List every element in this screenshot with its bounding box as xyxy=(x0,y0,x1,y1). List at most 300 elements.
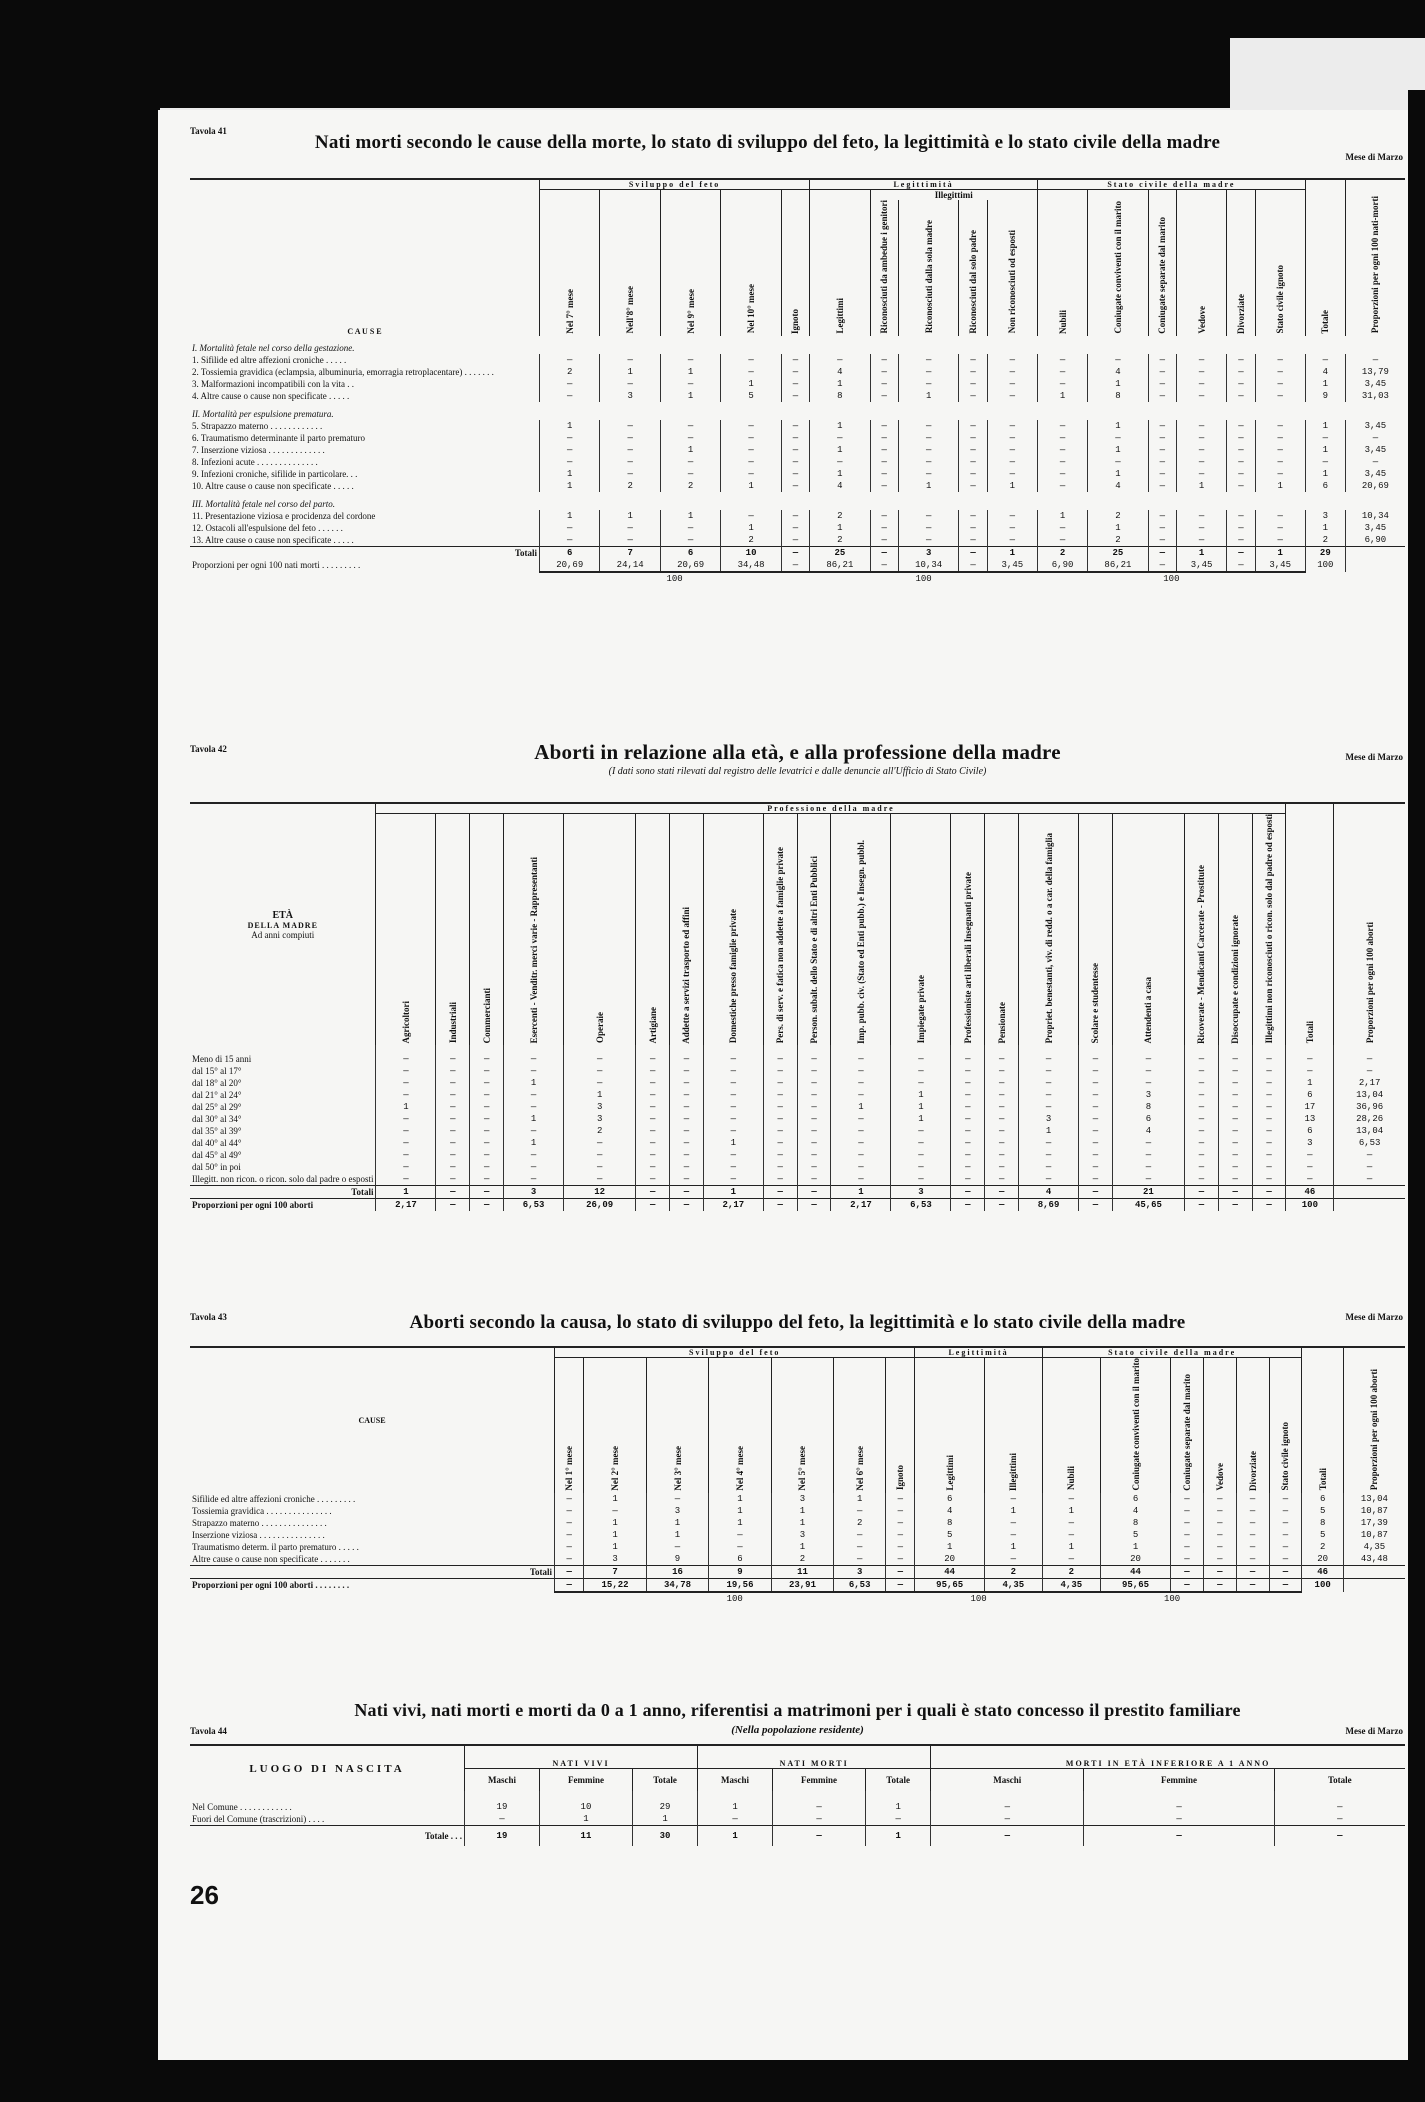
table-cell: 6 xyxy=(540,546,600,559)
col-header-label: Operaie xyxy=(594,1012,605,1044)
table-cell: 1 xyxy=(866,1826,931,1847)
table-cell: — xyxy=(636,1045,670,1065)
table-cell: — xyxy=(1218,1199,1252,1212)
table-cell: — xyxy=(1037,420,1087,432)
table-cell: — xyxy=(987,378,1037,390)
table-cell: 6 xyxy=(915,1493,985,1505)
col-header xyxy=(1218,814,1252,1046)
col-header-label: Disoccupate e condizioni ignorate xyxy=(1230,914,1241,1044)
table-cell: — xyxy=(1203,1565,1236,1578)
table-cell: — xyxy=(886,1565,915,1578)
brace-total: 100 xyxy=(540,572,810,585)
table-cell: — xyxy=(1252,1137,1286,1149)
table-cell: — xyxy=(703,1149,763,1161)
table-cell: 6 xyxy=(660,546,720,559)
table-cell: — xyxy=(1252,1186,1286,1199)
table-cell: — xyxy=(1218,1089,1252,1101)
row-label: dal 30° al 34° xyxy=(192,1114,242,1125)
table-41-title: Nati morti secondo le cause della morte, lo stato di sviluppo del feto, la legittimità e lo stato civile della madre xyxy=(314,132,1221,153)
table-cell: 19 xyxy=(465,1791,540,1813)
col-header-label: Artigiane xyxy=(647,1006,658,1044)
table-cell: — xyxy=(600,354,660,366)
table-cell: — xyxy=(1176,510,1226,522)
table-cell: — xyxy=(1148,559,1176,572)
table-cell: — xyxy=(898,366,958,378)
table-row xyxy=(190,1045,1405,1065)
table-cell: 11 xyxy=(771,1565,833,1578)
table-cell: 17 xyxy=(1286,1101,1334,1113)
table-cell: 44 xyxy=(915,1565,985,1578)
table-cell: 1 xyxy=(1088,522,1148,534)
table-cell: 1 xyxy=(771,1541,833,1553)
table-cell: 4,35 xyxy=(984,1578,1042,1592)
col-eta-header xyxy=(190,803,376,1045)
table-cell: — xyxy=(797,1045,831,1065)
table-cell: — xyxy=(781,444,809,456)
col-header-label: Proporzioni per ogni 100 nati-morti xyxy=(1370,196,1381,334)
table-cell: — xyxy=(436,1186,470,1199)
group-heading: III. Mortalità fetale nel corso del parto. xyxy=(192,498,335,509)
table-cell: — xyxy=(436,1149,470,1161)
table-cell: — xyxy=(951,1101,985,1113)
table-cell: 5 xyxy=(1302,1529,1343,1541)
table-cell: 46 xyxy=(1302,1565,1343,1578)
table-cell: — xyxy=(763,1186,797,1199)
group-nati-morti-header: NATI MORTI xyxy=(698,1745,931,1769)
table-cell: — xyxy=(1218,1045,1252,1065)
table-cell: 1 xyxy=(540,480,600,492)
row-label: Traumatismo determ. il parto prematuro . . . . . xyxy=(192,1541,359,1552)
table-row xyxy=(190,1173,1405,1186)
table-cell: — xyxy=(931,1791,1084,1813)
table-cell: — xyxy=(646,1541,708,1553)
table-cell: — xyxy=(1269,1578,1302,1592)
col-header xyxy=(1252,814,1286,1046)
table-cell: — xyxy=(1269,1505,1302,1517)
table-cell: — xyxy=(959,420,987,432)
table-cell: — xyxy=(636,1186,670,1199)
table-cell: — xyxy=(781,468,809,480)
table-cell: 1 xyxy=(771,1517,833,1529)
group-heading: I. Mortalità fetale nel corso della gestazione. xyxy=(192,342,355,353)
table-row xyxy=(190,456,1405,468)
table-cell: 3,45 xyxy=(1345,522,1405,534)
table-cell: — xyxy=(951,1137,985,1149)
table-cell: — xyxy=(555,1505,584,1517)
table-cell: — xyxy=(470,1113,504,1125)
table-cell: — xyxy=(376,1173,436,1186)
table-cell: 1 xyxy=(1088,468,1148,480)
col-header: Totale xyxy=(866,1769,931,1792)
table-cell: 3 xyxy=(771,1529,833,1541)
table-cell: 4 xyxy=(1088,366,1148,378)
table-cell: 10,87 xyxy=(1343,1505,1405,1517)
table-cell: — xyxy=(1037,522,1087,534)
row-label: 10. Altre cause o cause non specificate . . . . . xyxy=(192,480,354,491)
table-cell: — xyxy=(1255,354,1305,366)
table-cell: 3 xyxy=(1112,1089,1184,1101)
table-cell: 20 xyxy=(915,1553,985,1566)
table-cell: 3 xyxy=(1019,1113,1079,1125)
col-header xyxy=(985,814,1019,1046)
table-cell: — xyxy=(436,1065,470,1077)
table-cell: — xyxy=(636,1065,670,1077)
table-cell: — xyxy=(1334,1149,1405,1161)
table-cell: — xyxy=(470,1161,504,1173)
table-cell: — xyxy=(831,1125,891,1137)
table-cell: — xyxy=(781,480,809,492)
table-cell: 1 xyxy=(831,1101,891,1113)
table-44-section xyxy=(190,1700,1405,1880)
table-cell: — xyxy=(959,522,987,534)
table-row xyxy=(190,354,1405,366)
table-cell: — xyxy=(1236,1493,1269,1505)
table-42-section xyxy=(190,740,1405,1300)
table-cell: — xyxy=(1269,1517,1302,1529)
table-cell: — xyxy=(540,444,600,456)
table-cell: — xyxy=(763,1065,797,1077)
table-cell: — xyxy=(376,1077,436,1089)
proportions-row xyxy=(190,559,1405,572)
table-cell: — xyxy=(987,366,1037,378)
row-label: Totale . . . xyxy=(190,1826,465,1847)
table-cell: — xyxy=(1176,390,1226,402)
col-header xyxy=(797,814,831,1046)
table-cell: 1 xyxy=(891,1101,951,1113)
table-cell: — xyxy=(1334,1173,1405,1186)
col-header-label: Industriali xyxy=(447,1002,458,1044)
table-cell: — xyxy=(987,468,1037,480)
table-cell: — xyxy=(1227,366,1255,378)
table-cell: — xyxy=(1218,1186,1252,1199)
table-cell: — xyxy=(470,1077,504,1089)
row-label: 11. Presentazione viziosa e procidenza del cordone xyxy=(192,510,376,521)
table-cell: — xyxy=(831,1077,891,1089)
table-cell: 1 xyxy=(866,1791,931,1813)
col-header-label: Stato civile ignoto xyxy=(1280,1422,1291,1491)
table-cell: — xyxy=(891,1077,951,1089)
table-cell: — xyxy=(564,1161,636,1173)
table-cell: 3,45 xyxy=(1345,378,1405,390)
table-cell: — xyxy=(670,1173,704,1186)
col-header-label: Illegittimi non riconosciuti o ricon. solo dal padre od esposti xyxy=(1264,814,1275,1044)
table-cell: — xyxy=(1203,1505,1236,1517)
table-cell: — xyxy=(721,432,781,444)
col-header-label: Illegittimi xyxy=(1008,1452,1019,1491)
table-cell: — xyxy=(1037,534,1087,547)
table-cell: 100 xyxy=(1286,1199,1334,1212)
table-cell: 1 xyxy=(1042,1541,1100,1553)
table-cell: — xyxy=(1227,456,1255,468)
table-cell: 8 xyxy=(1112,1101,1184,1113)
col-header xyxy=(1079,814,1113,1046)
table-cell: — xyxy=(1255,390,1305,402)
col-header xyxy=(1269,1358,1302,1493)
table-cell: — xyxy=(1079,1149,1113,1161)
table-cell: 1 xyxy=(1042,1505,1100,1517)
table-cell: — xyxy=(797,1113,831,1125)
table-cell: 1 xyxy=(1255,480,1305,492)
table-cell: — xyxy=(984,1493,1042,1505)
table-cell: — xyxy=(834,1505,886,1517)
brace-total: 100 xyxy=(810,572,1038,585)
col-header-label: Nel 2° mese xyxy=(610,1445,621,1491)
table-cell: — xyxy=(898,378,958,390)
table-cell: 6 xyxy=(1302,1493,1343,1505)
table-cell: 6 xyxy=(1112,1113,1184,1125)
table-cell: 3 xyxy=(771,1493,833,1505)
table-cell: — xyxy=(1252,1045,1286,1065)
table-cell: — xyxy=(600,378,660,390)
table-row xyxy=(190,522,1405,534)
table-cell: — xyxy=(886,1541,915,1553)
table-cell: 10,34 xyxy=(1345,510,1405,522)
group-heading: II. Mortalità per espulsione prematura. xyxy=(192,408,334,419)
table-cell: — xyxy=(564,1077,636,1089)
table-cell: — xyxy=(951,1173,985,1186)
table-cell: 20 xyxy=(1100,1553,1170,1566)
table-cell: 28,26 xyxy=(1334,1113,1405,1125)
spacer xyxy=(1302,1592,1405,1605)
table-cell: — xyxy=(670,1186,704,1199)
table-cell: — xyxy=(1148,522,1176,534)
table-41-number: Tavola 41 xyxy=(190,126,227,136)
table-cell: — xyxy=(1286,1173,1334,1186)
table-cell: — xyxy=(600,468,660,480)
table-row xyxy=(190,468,1405,480)
table-cell: 1 xyxy=(584,1541,646,1553)
table-cell: — xyxy=(959,378,987,390)
table-cell: — xyxy=(1255,522,1305,534)
table-cell: — xyxy=(540,534,600,547)
table-cell: — xyxy=(1227,534,1255,547)
table-43-section xyxy=(190,1308,1405,1688)
table-cell: — xyxy=(1037,366,1087,378)
table-cell: 4 xyxy=(1112,1125,1184,1137)
table-cell: 1 xyxy=(646,1517,708,1529)
row-label: Sifilide ed altre affezioni croniche . . . . . . . . . xyxy=(192,1493,356,1504)
table-cell: 2 xyxy=(721,534,781,547)
col-header xyxy=(781,190,809,336)
table-cell: — xyxy=(555,1553,584,1566)
table-cell: — xyxy=(931,1826,1084,1847)
table-cell: — xyxy=(555,1529,584,1541)
col-header xyxy=(1185,814,1219,1046)
table-cell: — xyxy=(763,1161,797,1173)
col-header-label: Nel 5° mese xyxy=(797,1445,808,1491)
col-totale-header xyxy=(1305,179,1345,336)
table-row xyxy=(190,366,1405,378)
table-cell xyxy=(1345,546,1405,559)
col-header-label: Riconosciuti da ambedue i genitori xyxy=(879,200,890,334)
table-cell: 7 xyxy=(584,1565,646,1578)
table-cell: — xyxy=(763,1137,797,1149)
table-cell: — xyxy=(1334,1065,1405,1077)
table-row xyxy=(190,1149,1405,1161)
table-cell: — xyxy=(1148,456,1176,468)
row-label: dal 25° al 29° xyxy=(192,1102,242,1113)
table-cell: — xyxy=(898,522,958,534)
table-cell: 4 xyxy=(1100,1505,1170,1517)
table-row xyxy=(190,390,1405,402)
table-cell: — xyxy=(636,1137,670,1149)
table-cell: — xyxy=(985,1186,1019,1199)
table-cell: — xyxy=(1227,510,1255,522)
table-cell: — xyxy=(1079,1199,1113,1212)
table-cell: — xyxy=(866,1813,931,1826)
table-cell: 2,17 xyxy=(703,1199,763,1212)
table-cell: — xyxy=(951,1077,985,1089)
table-cell: 3 xyxy=(1305,510,1345,522)
table-row xyxy=(190,1791,1405,1813)
table-cell: — xyxy=(763,1077,797,1089)
table-cell: 1 xyxy=(721,522,781,534)
table-cell: 1 xyxy=(984,1541,1042,1553)
table-cell: 1 xyxy=(915,1541,985,1553)
table-cell: — xyxy=(1079,1089,1113,1101)
col-header xyxy=(763,814,797,1046)
col-header-label: Vedove xyxy=(1196,305,1207,334)
table-43-title: Aborti secondo la causa, lo stato di sviluppo del feto, la legittimità e lo stato civile della madre xyxy=(409,1312,1186,1333)
table-cell: — xyxy=(1088,354,1148,366)
table-cell: — xyxy=(1037,378,1087,390)
table-cell: — xyxy=(1252,1161,1286,1173)
table-cell: — xyxy=(1037,432,1087,444)
table-cell: 2 xyxy=(1302,1541,1343,1553)
table-cell: 2 xyxy=(1088,510,1148,522)
table-cell: — xyxy=(436,1161,470,1173)
table-cell: — xyxy=(1084,1826,1274,1847)
table-cell: 4 xyxy=(1088,480,1148,492)
table-cell: — xyxy=(1305,432,1345,444)
col-header xyxy=(1019,814,1079,1046)
group-morti-eta-header: MORTI IN ETÀ INFERIORE A 1 ANNO xyxy=(931,1745,1405,1769)
table-cell: — xyxy=(1171,1578,1204,1592)
table-cell: 3 xyxy=(584,1553,646,1566)
table-cell: — xyxy=(1227,480,1255,492)
table-cell: — xyxy=(1227,559,1255,572)
table-cell: — xyxy=(1252,1149,1286,1161)
table-cell: 1 xyxy=(810,444,870,456)
table-cell: 5 xyxy=(1100,1529,1170,1541)
table-cell: — xyxy=(721,354,781,366)
table-cell: — xyxy=(1176,534,1226,547)
table-cell: — xyxy=(985,1149,1019,1161)
table-cell: 1 xyxy=(660,510,720,522)
table-cell: — xyxy=(1112,1173,1184,1186)
table-cell: 1 xyxy=(1037,390,1087,402)
table-cell: — xyxy=(470,1137,504,1149)
table-cell: — xyxy=(1176,366,1226,378)
table-cell: 1 xyxy=(633,1813,698,1826)
table-41-body xyxy=(190,336,1405,585)
table-cell: 4 xyxy=(915,1505,985,1517)
table-row xyxy=(190,1101,1405,1113)
row-label: dal 18° al 20° xyxy=(192,1078,242,1089)
table-cell: — xyxy=(1227,444,1255,456)
col-header xyxy=(1286,803,1334,1045)
totals-row xyxy=(190,1826,1405,1847)
table-row xyxy=(190,480,1405,492)
table-cell: 1 xyxy=(646,1529,708,1541)
table-cell: 11 xyxy=(539,1826,632,1847)
table-43-number: Tavola 43 xyxy=(190,1312,227,1322)
col-header-label: Nubili xyxy=(1066,1466,1077,1491)
table-cell: — xyxy=(555,1541,584,1553)
table-43-month: Mese di Marzo xyxy=(1345,1312,1403,1322)
row-label: 2. Tossiemia gravidica (eclampsia, albuminuria, emorragia retroplacentare) . . . . . . . xyxy=(192,366,494,377)
table-cell: — xyxy=(834,1553,886,1566)
table-cell: 1 xyxy=(584,1517,646,1529)
col-header xyxy=(831,814,891,1046)
col-header: Totale xyxy=(633,1769,698,1792)
spacer xyxy=(190,572,540,585)
table-cell: — xyxy=(891,1173,951,1186)
table-cell: — xyxy=(797,1173,831,1186)
table-cell: — xyxy=(1227,378,1255,390)
table-cell: — xyxy=(959,559,987,572)
table-cell: — xyxy=(763,1125,797,1137)
table-cell: 15,22 xyxy=(584,1578,646,1592)
table-cell: — xyxy=(810,354,870,366)
table-cell: — xyxy=(773,1813,866,1826)
table-cell: — xyxy=(1334,1045,1405,1065)
table-row xyxy=(190,1813,1405,1826)
table-cell: — xyxy=(436,1045,470,1065)
table-cell: 2 xyxy=(660,480,720,492)
table-cell: — xyxy=(891,1161,951,1173)
table-cell: — xyxy=(870,480,898,492)
table-cell: — xyxy=(670,1101,704,1113)
table-cell xyxy=(1345,559,1405,572)
table-cell: — xyxy=(987,522,1037,534)
table-cell: 30 xyxy=(633,1826,698,1847)
table-cell: — xyxy=(1042,1493,1100,1505)
table-cell: — xyxy=(898,534,958,547)
table-cell: — xyxy=(709,1529,771,1541)
table-cell: — xyxy=(1176,378,1226,390)
table-cell: 6,53 xyxy=(504,1199,564,1212)
col-header-label: Divorziate xyxy=(1235,293,1246,334)
table-cell: — xyxy=(951,1065,985,1077)
table-cell: 5 xyxy=(915,1529,985,1541)
col-header xyxy=(1302,1347,1343,1493)
table-cell: — xyxy=(600,420,660,432)
table-cell: 2 xyxy=(540,366,600,378)
table-row xyxy=(190,1529,1405,1541)
table-cell: — xyxy=(1227,420,1255,432)
table-cell: 9 xyxy=(1305,390,1345,402)
table-cell: — xyxy=(1227,432,1255,444)
table-cell: 1 xyxy=(810,468,870,480)
table-cell: — xyxy=(886,1517,915,1529)
col-header-label: Imp. pubb. civ. (Stato ed Enti pubb.) e Insegn. pubbl. xyxy=(855,839,866,1044)
col-header xyxy=(1100,1358,1170,1493)
table-cell: — xyxy=(670,1137,704,1149)
table-cell: 1 xyxy=(1305,444,1345,456)
table-cell: 1 xyxy=(564,1089,636,1101)
table-cell: — xyxy=(987,534,1037,547)
table-cell: 2 xyxy=(564,1125,636,1137)
table-cell: — xyxy=(436,1101,470,1113)
table-cell: — xyxy=(470,1199,504,1212)
col-header: Maschi xyxy=(465,1769,540,1792)
table-cell: — xyxy=(564,1137,636,1149)
row-label: Totali xyxy=(190,1186,376,1199)
col-header-label: Proporzioni per ogni 100 aborti xyxy=(1369,1369,1380,1491)
table-cell: — xyxy=(1185,1089,1219,1101)
table-cell: — xyxy=(898,444,958,456)
